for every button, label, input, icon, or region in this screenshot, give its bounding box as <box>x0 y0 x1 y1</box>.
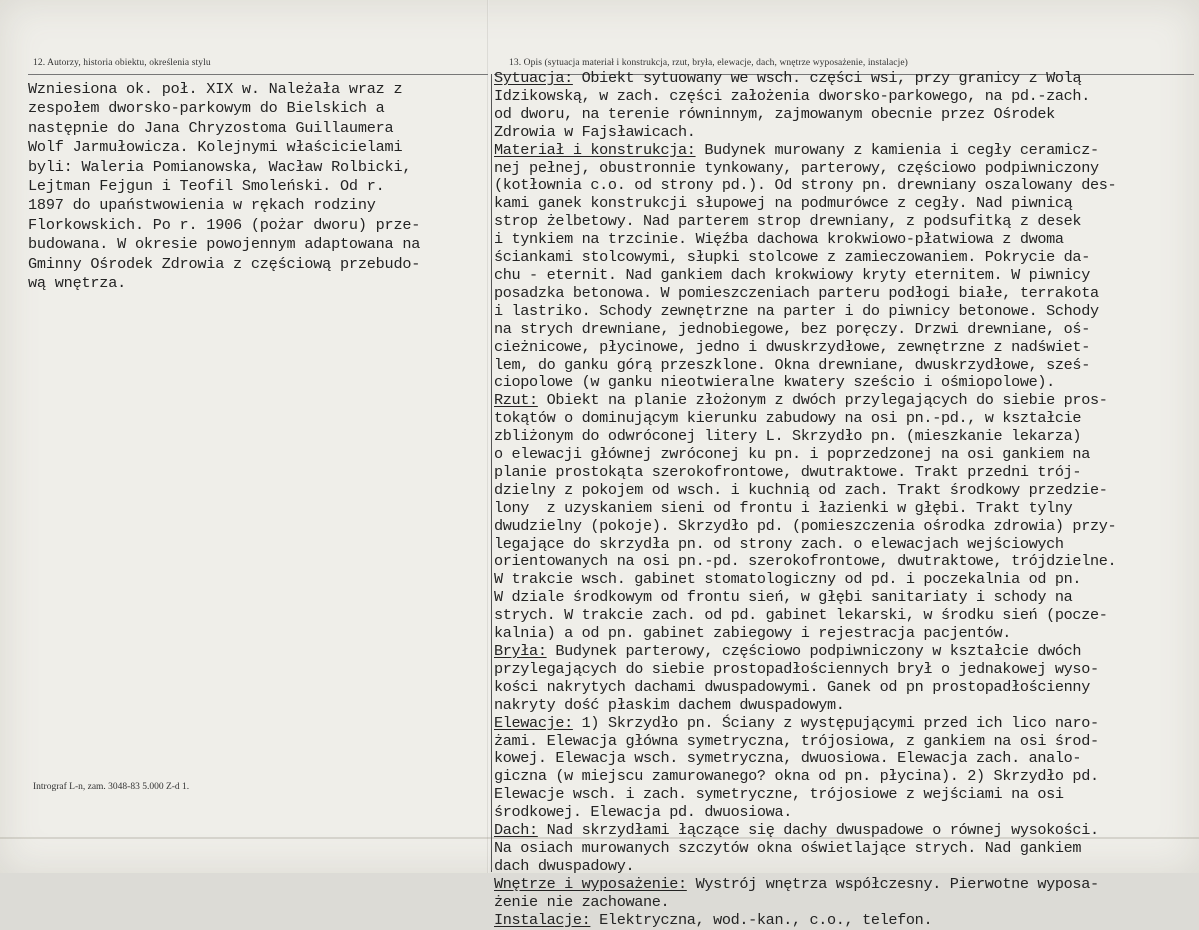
description-line <box>494 876 1194 894</box>
description-line <box>494 553 1194 571</box>
description-line <box>494 177 1194 195</box>
description-text: Na osiach murowanych szczytów okna oświetlające strych. Nad gankiem <box>494 838 1082 857</box>
description-text: lem, do ganku górą przeszklone. Okna drewniane, dwuskrzydłowe, sześ- <box>494 355 1090 374</box>
description-line <box>494 607 1194 625</box>
description-text: i lastriko. Schody zewnętrzne na parter i do piwnicy betonowe. Schody <box>494 301 1099 320</box>
description-text: tokątów o dominującym kierunku zabudowy na osi pn.-pd., w kształcie <box>494 409 1082 428</box>
description-text: zbliżonym do odwróconej litery L. Skrzydło pn. (mieszkanie lekarza) <box>494 427 1082 446</box>
section-12-header: 12. Autorzy, historia obiektu, określenia stylu <box>33 58 211 68</box>
description-line <box>494 249 1194 267</box>
history-line: następnie do Jana Chryzostoma Guillaumera <box>28 118 394 137</box>
description-text: nej pełnej, obustronnie tynkowany, parterowy, częściowo podpiwniczony <box>494 158 1099 177</box>
section-label: Bryła: <box>494 642 547 660</box>
description-line <box>494 643 1194 661</box>
description-text: Elektryczna, wod.-kan., c.o., telefon. <box>590 910 933 929</box>
history-line: 1897 do upaństwowienia w rękach rodziny <box>28 196 376 215</box>
description-text: Budynek murowany z kamienia i cegły ceramicz- <box>695 140 1099 159</box>
description-line <box>494 357 1194 375</box>
description-line <box>494 571 1194 589</box>
description-text: strop żelbetowy. Nad parterem strop drewniany, z podsufitką z desek <box>494 212 1082 231</box>
description-line <box>494 464 1194 482</box>
description-text: kowej. Elewacja wsch. symetryczna, dwuosiowa. Elewacja zach. analo- <box>494 749 1082 768</box>
description-text: Obiekt na planie złożonym z dwóch przylegających do siebie pros- <box>537 391 1108 410</box>
description-text: giczna (w miejscu zamurowanego? okna od pn. płycina). 2) Skrzydło pd. <box>494 767 1099 786</box>
description-line <box>494 858 1194 876</box>
description-line <box>494 124 1194 142</box>
description-text: Obiekt sytuowany we wsch. części wsi, przy granicy z Wolą <box>572 69 1082 87</box>
description-line <box>494 213 1194 231</box>
history-line: Florkowskich. Po r. 1906 (pożar dworu) prze- <box>28 215 421 234</box>
history-line: Wzniesiona ok. poł. XIX w. Należała wraz z <box>28 80 403 98</box>
section-label: Wnętrze i wyposażenie: <box>494 874 687 893</box>
description-line <box>494 70 1194 88</box>
description-text: i tynkiem na trzcinie. Więźba dachowa krokwiowo-płatwiowa z dwoma <box>494 230 1064 249</box>
description-line <box>494 392 1194 410</box>
description-line <box>494 428 1194 446</box>
description-line <box>494 518 1194 536</box>
description-text: Wystrój wnętrza współczesny. Pierwotne wyposa- <box>686 874 1099 893</box>
description-text: kości nakrytych dachami dwuspadowymi. Ganek od pn prostopadłościenny <box>494 677 1090 696</box>
description-line <box>494 589 1194 607</box>
description-text: dzielny z pokojem od wsch. i kuchnią od zach. Trakt środkowy przedzie- <box>494 480 1108 499</box>
description-line <box>494 840 1194 858</box>
history-line: byli: Waleria Pomianowska, Wacław Rolbicki, <box>28 157 412 176</box>
history-line: budowana. W okresie powojennym adaptowana na <box>28 235 421 254</box>
description-text: żenie nie zachowane. <box>494 892 670 911</box>
description-text: 1) Skrzydło pn. Ściany z występującymi przed ich lico naro- <box>572 713 1099 732</box>
description-line <box>494 697 1194 715</box>
description-line <box>494 661 1194 679</box>
description-text: legające do skrzydła pn. od strony zach. o elewacjach wejściowych <box>494 534 1064 553</box>
description-line <box>494 321 1194 339</box>
description-line <box>494 410 1194 428</box>
description-line <box>494 339 1194 357</box>
description-line <box>494 500 1194 518</box>
description-line <box>494 446 1194 464</box>
description-line <box>494 733 1194 751</box>
description-text: kalnia) a od pn. gabinet zabiegowy i rejestracja pacjentów. <box>494 624 1012 643</box>
left-header-rule <box>28 74 488 75</box>
description-text: ściankami stolcowymi, słupki stolcowe z zamieczowaniem. Pokrycie da- <box>494 248 1090 267</box>
section-label: Dach: <box>494 821 538 840</box>
description-text: Idzikowską, w zach. części założenia dworsko-parkowego, na pd.-zach. <box>494 86 1090 105</box>
history-line: Wolf Jarmułowicza. Kolejnymi właścicielami <box>28 138 403 157</box>
description-text-column <box>494 70 1194 930</box>
description-line <box>494 482 1194 500</box>
column-divider <box>491 74 492 872</box>
section-label: Materiał i konstrukcja: <box>494 140 696 159</box>
section-label: Sytuacja: <box>494 69 573 87</box>
description-text: chu - eternit. Nad gankiem dach krokwiowy kryty eternitem. W piwnicy <box>494 265 1090 284</box>
description-text: od dworu, na terenie równinnym, zajmowanym obecnie przez Ośrodek <box>494 104 1055 123</box>
description-text: Zdrowia w Fajsławicach. <box>494 122 696 141</box>
description-line <box>494 804 1194 822</box>
description-line <box>494 267 1194 285</box>
description-text: na strych drewniane, jednobiegowe, bez poręczy. Drzwi drewniane, oś- <box>494 319 1090 338</box>
description-text: dach dwuspadowy. <box>494 856 635 875</box>
description-text: planie prostokąta szerokofrontowe, dwutraktowe. Trakt przedni trój- <box>494 462 1082 481</box>
description-line <box>494 160 1194 178</box>
description-line <box>494 231 1194 249</box>
description-line <box>494 142 1194 160</box>
description-text: kami ganek konstrukcji słupowej na podmurówce z cegły. Nad piwnicą <box>494 194 1073 213</box>
description-text: środkowej. Elewacja pd. dwuosiowa. <box>494 803 792 822</box>
description-text: Nad skrzydłami łączące się dachy dwuspadowe o równej wysokości. <box>537 821 1099 840</box>
history-line: zespołem dworsko-parkowym do Bielskich a <box>28 99 385 118</box>
description-line <box>494 912 1194 930</box>
description-line <box>494 786 1194 804</box>
description-text: lony z uzyskaniem sieni od frontu i łazienki w głębi. Trakt tylny <box>494 498 1073 517</box>
print-footer: Intrograf L-n, zam. 3048-83 5.000 Z-d 1. <box>33 782 190 792</box>
description-text: żami. Elewacja główna symetryczna, trójosiowa, z gankiem na osi środ- <box>494 731 1099 750</box>
description-text: przylegających do siebie prostopadłościennych brył o jednakowej wyso- <box>494 659 1099 678</box>
description-line <box>494 303 1194 321</box>
description-line <box>494 625 1194 643</box>
history-text-column <box>28 80 490 293</box>
description-line <box>494 715 1194 733</box>
description-text: W trakcie wsch. gabinet stomatologiczny od pd. i poczekalnia od pn. <box>494 570 1082 589</box>
description-line <box>494 894 1194 912</box>
history-line: Lejtman Fejgun i Teofil Smoleński. Od r. <box>28 177 385 196</box>
section-13-header: 13. Opis (sytuacja materiał i konstrukcja, rzut, bryła, elewacje, dach, wnętrze wyposażenie, instalacje) <box>509 58 908 68</box>
description-text: o elewacji głównej zwróconej ku pn. i poprzedzonej na osi gankiem na <box>494 445 1090 464</box>
description-line <box>494 768 1194 786</box>
history-line: wą wnętrza. <box>28 274 127 293</box>
section-label: Instalacje: <box>494 910 591 929</box>
description-text: orientowanych na osi pn.-pd. szerokofrontowe, dwutraktowe, trójdzielne. <box>494 552 1117 571</box>
description-line <box>494 679 1194 697</box>
description-text: strych. W trakcie zach. od pd. gabinet lekarski, w środku sień (pocze- <box>494 606 1108 625</box>
description-line <box>494 822 1194 840</box>
description-text: (kotłownia c.o. od strony pd.). Od strony pn. drewniany oszalowany des- <box>494 176 1117 195</box>
description-text: ciopolowe (w ganku nieotwieralne kwatery sześcio i ośmiopolowe). <box>494 373 1055 392</box>
description-text: cieżnicowe, płycinowe, jedno i dwuskrzydłowe, zewnętrzne z nadświet- <box>494 337 1090 356</box>
description-text: dwudzielny (pokoje). Skrzydło pd. (pomieszczenia ośrodka zdrowia) przy- <box>494 516 1117 535</box>
description-line <box>494 88 1194 106</box>
section-label: Elewacje: <box>494 713 573 732</box>
description-text: W dziale środkowym od frontu sień, w głębi sanitariaty i schody na <box>494 588 1073 607</box>
description-text: nakryty dość płaskim dachem dwuspadowym. <box>494 695 845 714</box>
description-line <box>494 285 1194 303</box>
history-line: Gminny Ośrodek Zdrowia z częściową przebudo- <box>28 254 421 273</box>
description-text: Budynek parterowy, częściowo podpiwniczony w kształcie dwóch <box>546 642 1082 660</box>
description-line <box>494 195 1194 213</box>
description-text: Elewacje wsch. i zach. symetryczne, trójosiowe z wejściami na osi <box>494 785 1064 804</box>
description-line <box>494 106 1194 124</box>
description-line <box>494 374 1194 392</box>
section-label: Rzut: <box>494 391 538 410</box>
description-text: posadzka betonowa. W pomieszczeniach parteru podłogi białe, terrakota <box>494 283 1099 302</box>
description-line <box>494 750 1194 768</box>
description-line <box>494 536 1194 554</box>
